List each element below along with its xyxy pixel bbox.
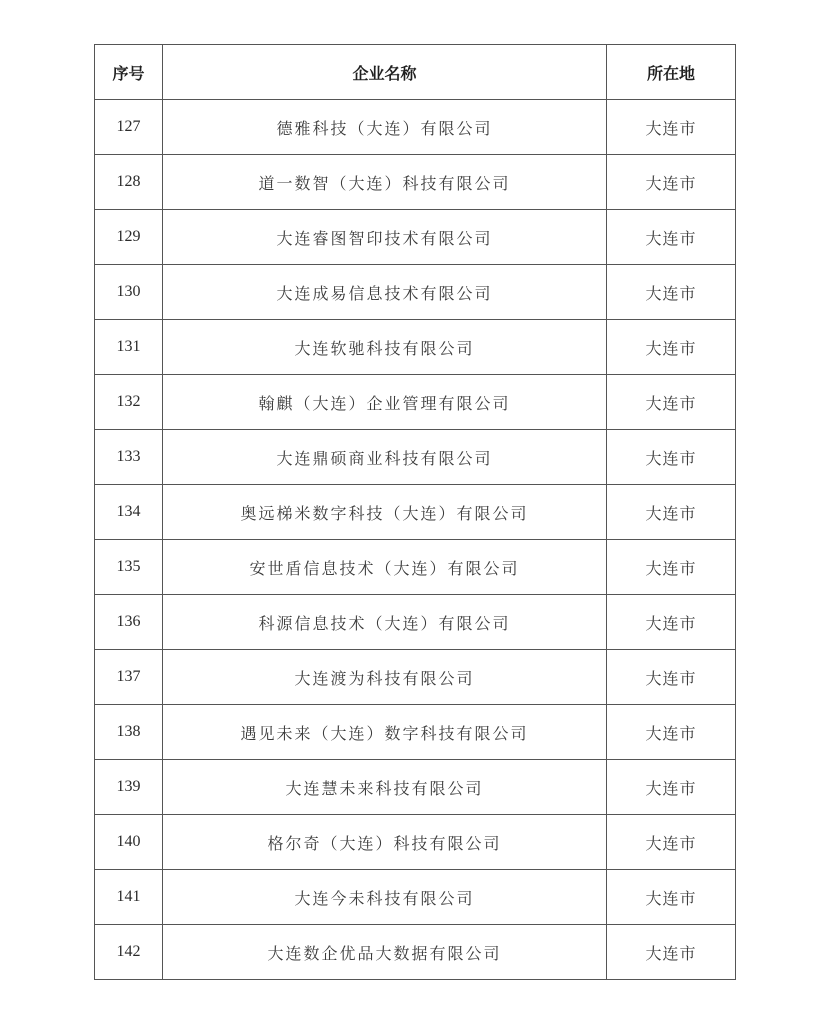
- row-company-name: 大连今未科技有限公司: [163, 870, 607, 925]
- company-list-table: [94, 44, 736, 980]
- row-index: 137: [95, 650, 163, 705]
- row-company-name: 安世盾信息技术（大连）有限公司: [163, 540, 607, 595]
- table-row: [95, 650, 736, 705]
- row-index: 136: [95, 595, 163, 650]
- row-company-name: 科源信息技术（大连）有限公司: [163, 595, 607, 650]
- table-row: [95, 760, 736, 815]
- row-location: 大连市: [607, 595, 736, 650]
- row-index: 131: [95, 320, 163, 375]
- table-row: [95, 815, 736, 870]
- row-company-name: 大连慧未来科技有限公司: [163, 760, 607, 815]
- header-location: 所在地: [607, 45, 736, 100]
- row-location: 大连市: [607, 210, 736, 265]
- row-company-name: 大连鼎硕商业科技有限公司: [163, 430, 607, 485]
- row-index: 139: [95, 760, 163, 815]
- row-location: 大连市: [607, 485, 736, 540]
- table-row: [95, 320, 736, 375]
- row-index: 133: [95, 430, 163, 485]
- row-location: 大连市: [607, 925, 736, 980]
- row-location: 大连市: [607, 375, 736, 430]
- header-index: 序号: [95, 45, 163, 100]
- row-location: 大连市: [607, 155, 736, 210]
- header-row: [95, 45, 736, 100]
- row-index: 127: [95, 100, 163, 155]
- row-location: 大连市: [607, 265, 736, 320]
- row-company-name: 遇见未来（大连）数字科技有限公司: [163, 705, 607, 760]
- table-row: [95, 210, 736, 265]
- row-index: 128: [95, 155, 163, 210]
- row-location: 大连市: [607, 705, 736, 760]
- table-row: [95, 595, 736, 650]
- table-row: [95, 375, 736, 430]
- row-location: 大连市: [607, 650, 736, 705]
- row-index: 132: [95, 375, 163, 430]
- row-location: 大连市: [607, 100, 736, 155]
- table-row: [95, 100, 736, 155]
- table-row: [95, 485, 736, 540]
- row-company-name: 翰麒（大连）企业管理有限公司: [163, 375, 607, 430]
- header-company-name: 企业名称: [163, 45, 607, 100]
- row-company-name: 大连软驰科技有限公司: [163, 320, 607, 375]
- row-company-name: 大连成易信息技术有限公司: [163, 265, 607, 320]
- row-location: 大连市: [607, 540, 736, 595]
- row-company-name: 大连睿图智印技术有限公司: [163, 210, 607, 265]
- row-location: 大连市: [607, 320, 736, 375]
- row-index: 141: [95, 870, 163, 925]
- row-index: 134: [95, 485, 163, 540]
- row-location: 大连市: [607, 760, 736, 815]
- row-location: 大连市: [607, 815, 736, 870]
- table-row: [95, 705, 736, 760]
- table-row: [95, 265, 736, 320]
- row-location: 大连市: [607, 430, 736, 485]
- row-company-name: 格尔奇（大连）科技有限公司: [163, 815, 607, 870]
- table-row: [95, 925, 736, 980]
- row-company-name: 大连渡为科技有限公司: [163, 650, 607, 705]
- row-index: 140: [95, 815, 163, 870]
- table-header: [95, 45, 736, 100]
- row-company-name: 奥远梯米数字科技（大连）有限公司: [163, 485, 607, 540]
- row-index: 142: [95, 925, 163, 980]
- table-body: [95, 100, 736, 980]
- table-row: [95, 540, 736, 595]
- row-index: 138: [95, 705, 163, 760]
- row-index: 135: [95, 540, 163, 595]
- row-index: 130: [95, 265, 163, 320]
- table-row: [95, 430, 736, 485]
- table-row: [95, 155, 736, 210]
- row-company-name: 大连数企优品大数据有限公司: [163, 925, 607, 980]
- row-index: 129: [95, 210, 163, 265]
- table-row: [95, 870, 736, 925]
- row-location: 大连市: [607, 870, 736, 925]
- row-company-name: 道一数智（大连）科技有限公司: [163, 155, 607, 210]
- row-company-name: 德雅科技（大连）有限公司: [163, 100, 607, 155]
